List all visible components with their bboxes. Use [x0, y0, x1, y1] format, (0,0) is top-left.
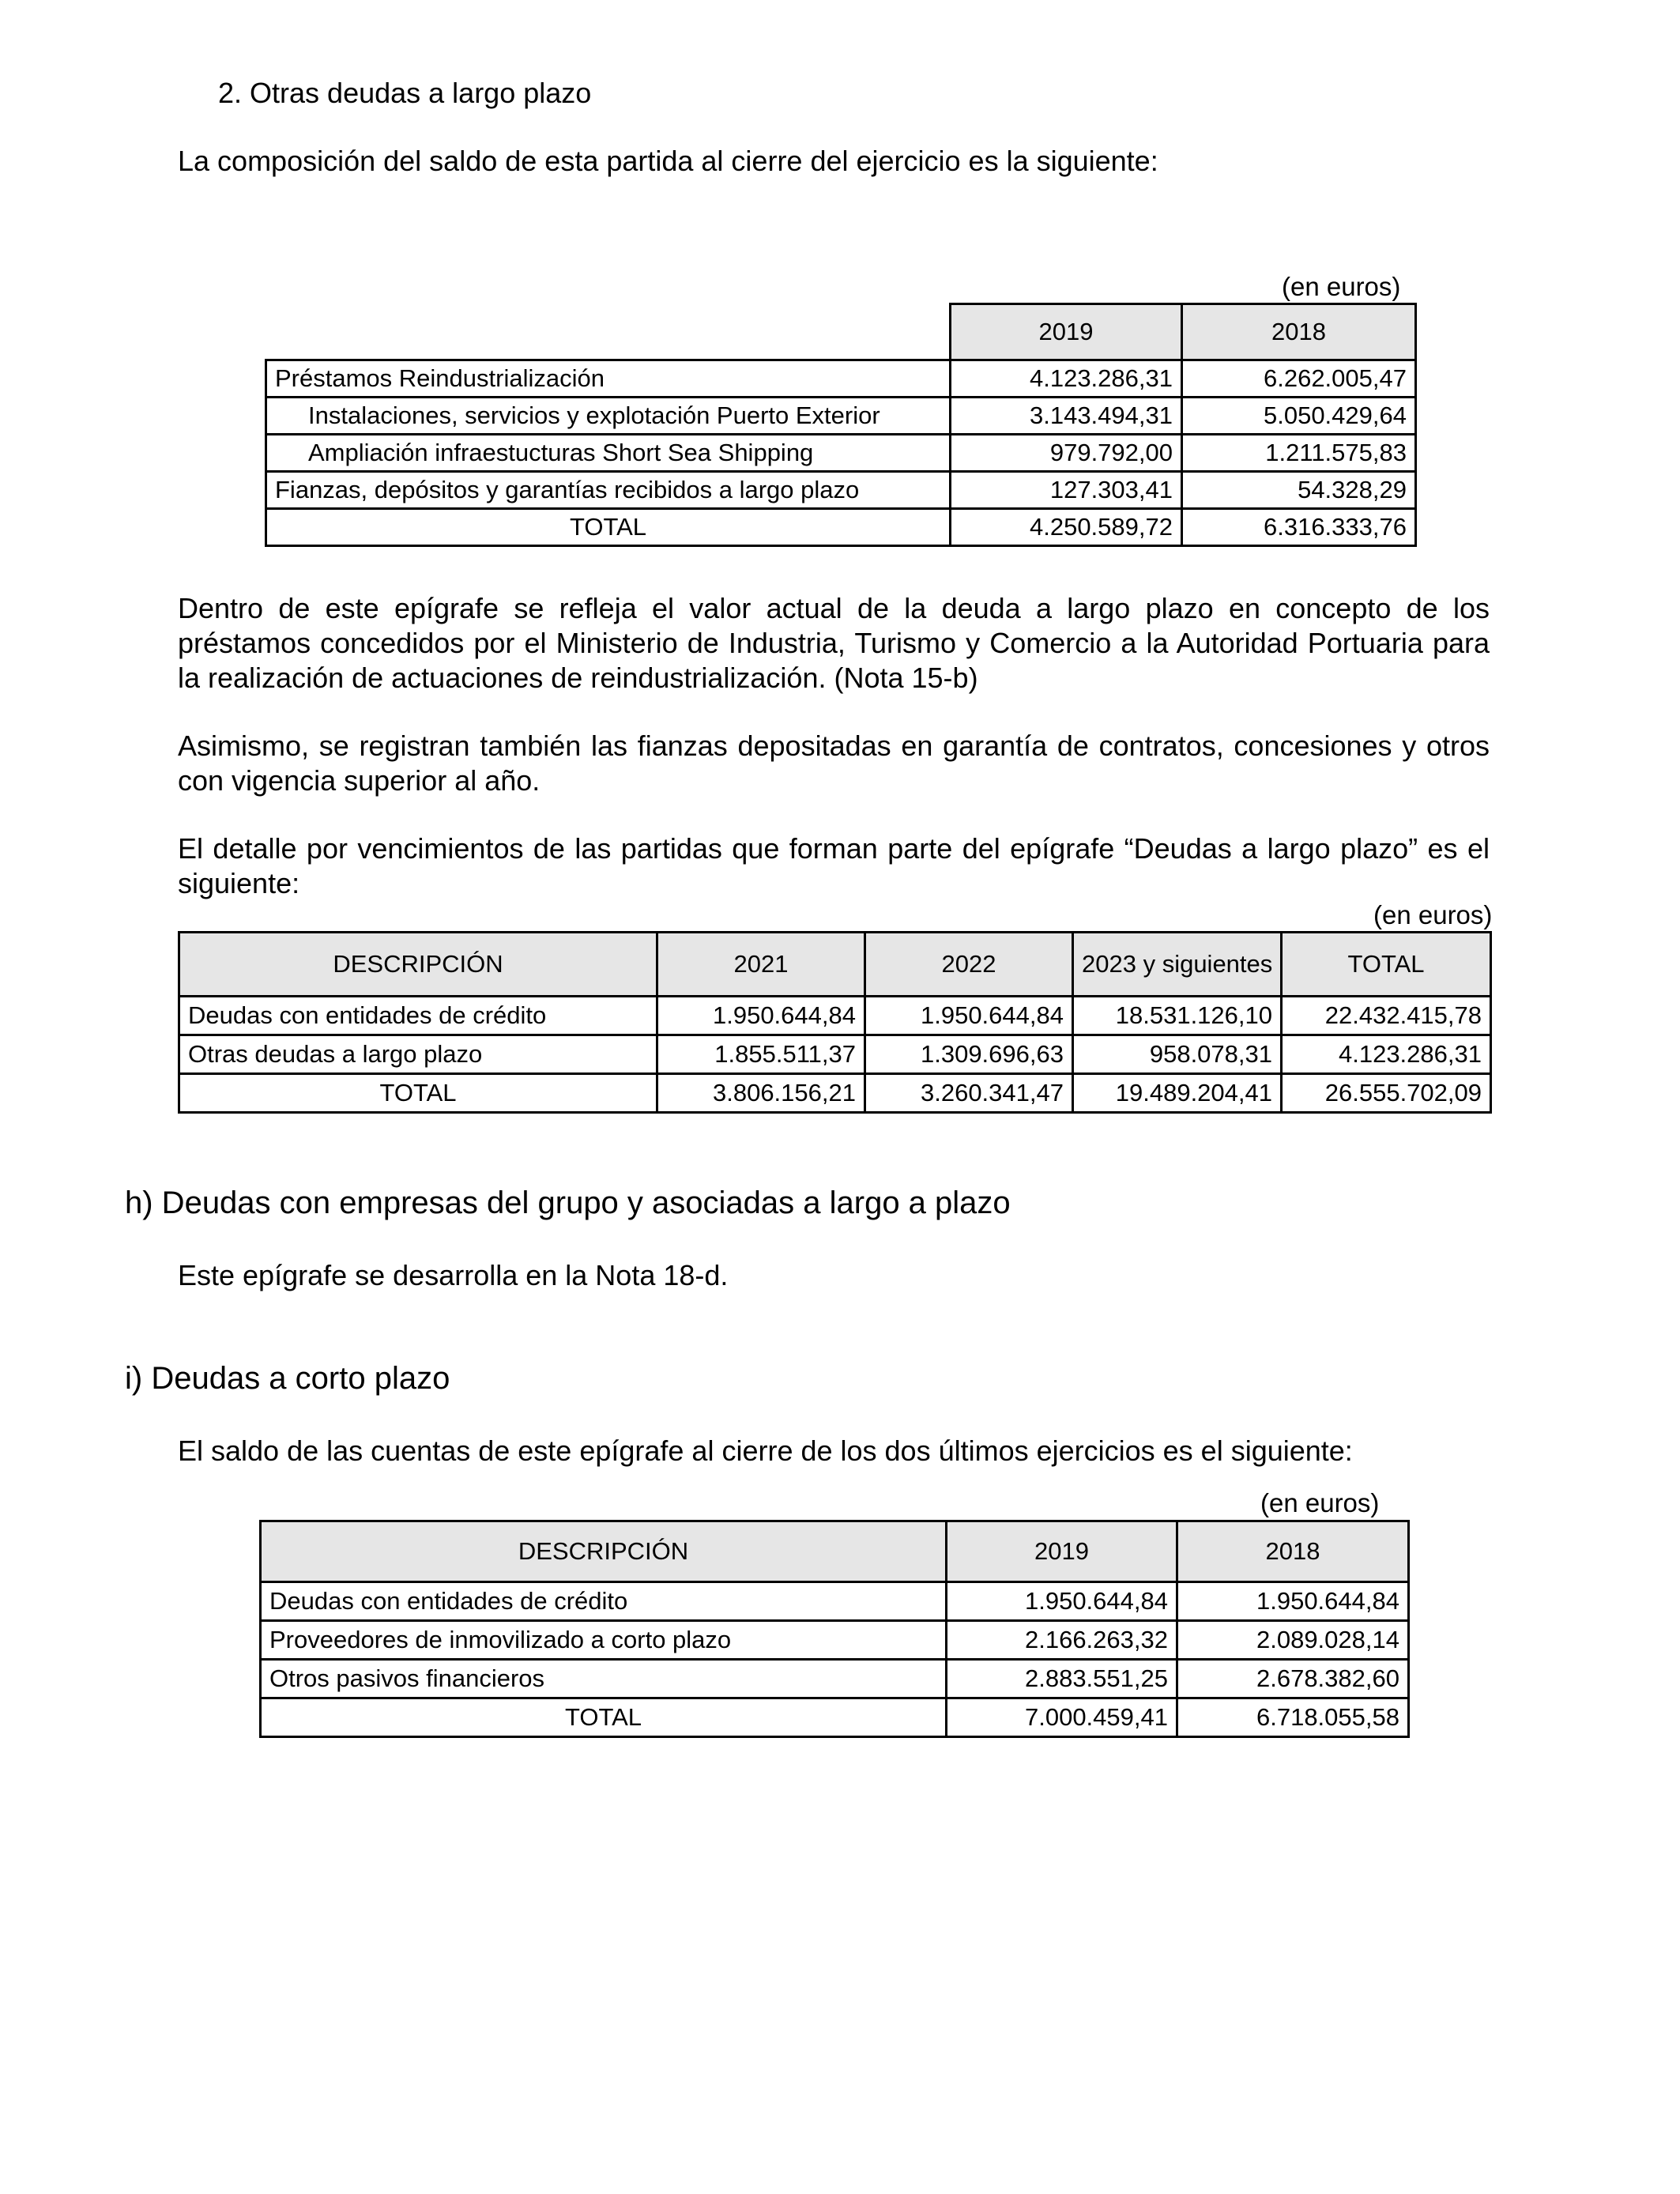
- value-2018: 54.328,29: [1182, 472, 1416, 509]
- header-2021: 2021: [657, 933, 865, 997]
- total-2023-siguientes: 19.489.204,41: [1073, 1074, 1282, 1113]
- table-row: [266, 360, 1416, 398]
- header-year-2019: 2019: [951, 304, 1182, 360]
- unit-label: (en euros): [1373, 900, 1493, 929]
- table-row: [179, 997, 1491, 1035]
- row-label: Otros pasivos financieros: [261, 1660, 947, 1698]
- paragraph-vencimientos: El detalle por vencimientos de las partidas que forman parte del epígrafe “Deudas a largo plazo” es el siguiente:: [178, 832, 1490, 899]
- header-total: TOTAL: [1282, 933, 1491, 997]
- value-2022: 1.309.696,63: [865, 1035, 1073, 1074]
- value-2019: 2.166.263,32: [947, 1621, 1177, 1660]
- paragraph-prestamos: Dentro de este epígrafe se refleja el valor actual de la deuda a largo plazo en concepto de los préstamos concedidos por el Ministerio de Industria, Turismo y Comercio a la Autoridad Portuaria para la realización de actuaciones de reindustrialización. (Nota 15-b): [178, 592, 1490, 694]
- row-label: Instalaciones, servicios y explotación Puerto Exterior: [266, 398, 951, 435]
- table-total-row: [179, 1074, 1491, 1113]
- section-h-text: Este epígrafe se desarrolla en la Nota 18-d.: [178, 1259, 729, 1291]
- table-row: [261, 1621, 1409, 1660]
- value-2018: 6.262.005,47: [1182, 360, 1416, 398]
- table-row: [261, 1660, 1409, 1698]
- table-header-row: [266, 304, 1416, 360]
- section-heading-h: h) Deudas con empresas del grupo y asociadas a largo a plazo: [125, 1186, 1011, 1220]
- value-total: 4.123.286,31: [1282, 1035, 1491, 1074]
- total-2022: 3.260.341,47: [865, 1074, 1073, 1113]
- value-2023-siguientes: 18.531.126,10: [1073, 997, 1282, 1035]
- value-total: 22.432.415,78: [1282, 997, 1491, 1035]
- total-label: TOTAL: [266, 509, 951, 546]
- value-2022: 1.950.644,84: [865, 997, 1073, 1035]
- value-2019: 1.950.644,84: [947, 1582, 1177, 1621]
- table-header-row: [261, 1521, 1409, 1582]
- table-row: [266, 398, 1416, 435]
- section-i-intro: El saldo de las cuentas de este epígrafe al cierre de los dos últimos ejercicios es el siguiente:: [178, 1434, 1353, 1467]
- total-2018: 6.718.055,58: [1177, 1698, 1409, 1737]
- intro-text: La composición del saldo de esta partida al cierre del ejercicio es la siguiente:: [178, 145, 1158, 177]
- value-2019: 2.883.551,25: [947, 1660, 1177, 1698]
- header-empty-cell: [266, 304, 951, 360]
- section-heading-i: i) Deudas a corto plazo: [125, 1361, 450, 1396]
- table-row: [266, 472, 1416, 509]
- deudas-corto-plazo-table: [259, 1520, 1410, 1738]
- total-2021: 3.806.156,21: [657, 1074, 865, 1113]
- unit-label: (en euros): [1260, 1488, 1380, 1517]
- table-row: [266, 435, 1416, 472]
- row-label: Otras deudas a largo plazo: [179, 1035, 657, 1074]
- value-2021: 1.950.644,84: [657, 997, 865, 1035]
- total-label: TOTAL: [179, 1074, 657, 1113]
- row-label: Deudas con entidades de crédito: [261, 1582, 947, 1621]
- row-label: Proveedores de inmovilizado a corto plazo: [261, 1621, 947, 1660]
- table-header-row: [179, 933, 1491, 997]
- total-2018: 6.316.333,76: [1182, 509, 1416, 546]
- value-2021: 1.855.511,37: [657, 1035, 865, 1074]
- row-label: Ampliación infraestucturas Short Sea Shipping: [266, 435, 951, 472]
- paragraph-fianzas: Asimismo, se registran también las fianzas depositadas en garantía de contratos, concesiones y otros con vigencia superior al año.: [178, 729, 1490, 797]
- table-total-row: [266, 509, 1416, 546]
- value-2018: 1.950.644,84: [1177, 1582, 1409, 1621]
- total-total: 26.555.702,09: [1282, 1074, 1491, 1113]
- section-heading-otras-deudas: 2. Otras deudas a largo plazo: [218, 77, 592, 109]
- table-row: [261, 1582, 1409, 1621]
- value-2023-siguientes: 958.078,31: [1073, 1035, 1282, 1074]
- total-2019: 4.250.589,72: [951, 509, 1182, 546]
- value-2018: 1.211.575,83: [1182, 435, 1416, 472]
- unit-label: (en euros): [1282, 272, 1401, 301]
- row-label: Préstamos Reindustrialización: [266, 360, 951, 398]
- value-2019: 4.123.286,31: [951, 360, 1182, 398]
- vencimientos-table: [178, 931, 1492, 1114]
- header-year-2018: 2018: [1177, 1521, 1409, 1582]
- header-year-2018: 2018: [1182, 304, 1416, 360]
- header-descripcion: DESCRIPCIÓN: [261, 1521, 947, 1582]
- table-total-row: [261, 1698, 1409, 1737]
- value-2019: 979.792,00: [951, 435, 1182, 472]
- table-row: [179, 1035, 1491, 1074]
- value-2019: 3.143.494,31: [951, 398, 1182, 435]
- row-label: Deudas con entidades de crédito: [179, 997, 657, 1035]
- total-2019: 7.000.459,41: [947, 1698, 1177, 1737]
- total-label: TOTAL: [261, 1698, 947, 1737]
- value-2018: 5.050.429,64: [1182, 398, 1416, 435]
- header-2022: 2022: [865, 933, 1073, 997]
- otras-deudas-table: [265, 303, 1417, 547]
- header-descripcion: DESCRIPCIÓN: [179, 933, 657, 997]
- value-2019: 127.303,41: [951, 472, 1182, 509]
- value-2018: 2.678.382,60: [1177, 1660, 1409, 1698]
- header-2023-siguientes: 2023 y siguientes: [1073, 933, 1282, 997]
- value-2018: 2.089.028,14: [1177, 1621, 1409, 1660]
- header-year-2019: 2019: [947, 1521, 1177, 1582]
- row-label: Fianzas, depósitos y garantías recibidos a largo plazo: [266, 472, 951, 509]
